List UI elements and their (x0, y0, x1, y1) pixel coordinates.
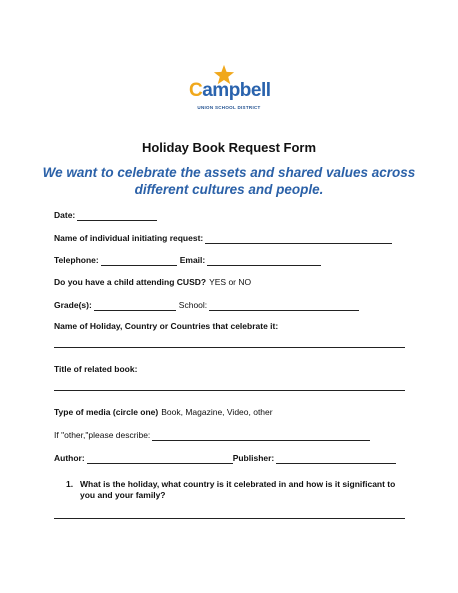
media-options[interactable]: Book, Magazine, Video, other (161, 407, 273, 417)
telephone-field[interactable] (101, 255, 177, 266)
logo-wordmark (189, 80, 269, 102)
book-label: Title of related book: (54, 364, 138, 374)
author-label: Author: (54, 453, 85, 463)
publisher-label: Publisher: (232, 453, 275, 463)
grades-field[interactable] (94, 300, 176, 311)
form-subtitle: We want to celebrate the assets and shared values across different cultures and people. (42, 165, 416, 197)
holiday-label: Name of Holiday, Country or Countries that celebrate it: (54, 321, 279, 331)
child-options[interactable]: YES or NO (209, 277, 252, 287)
child-row (54, 274, 251, 288)
date-label: Date: (54, 210, 76, 220)
grade-school-row (54, 297, 359, 311)
logo-subtext: UNION SCHOOL DISTRICT (197, 105, 261, 110)
media-label: Type of media (circle one) (54, 407, 159, 417)
email-label: Email: (179, 255, 206, 265)
grades-label: Grade(s): (54, 300, 92, 310)
other-label: If "other,"please describe: (54, 430, 151, 440)
school-field[interactable] (209, 300, 359, 311)
form-title: Holiday Book Request Form (141, 140, 317, 155)
question-number: 1. (66, 479, 74, 489)
campbell-logo (189, 64, 269, 118)
media-row (54, 404, 273, 418)
initiator-row (54, 230, 392, 244)
book-row (54, 361, 137, 375)
school-label: School: (178, 300, 208, 310)
child-question: Do you have a child attending CUSD? (54, 277, 207, 287)
other-row (54, 427, 370, 441)
email-field[interactable] (207, 255, 321, 266)
author-publisher-row (54, 450, 396, 464)
question-1-answer-field[interactable] (54, 518, 405, 519)
initiator-label: Name of individual initiating request: (54, 233, 204, 243)
contact-row (54, 252, 321, 266)
date-field[interactable] (77, 210, 157, 221)
author-field[interactable] (87, 453, 233, 464)
holiday-row (54, 318, 278, 332)
book-field[interactable] (54, 390, 405, 391)
logo-word-rest: ampbell (202, 80, 271, 101)
publisher-field[interactable] (276, 453, 396, 464)
initiator-field[interactable] (205, 233, 392, 244)
other-field[interactable] (152, 430, 370, 441)
telephone-label: Telephone: (54, 255, 99, 265)
logo-letter-c: C (189, 80, 203, 101)
question-text: What is the holiday, what country is it celebrated in and how is it significant to you and your family? (80, 479, 396, 500)
holiday-field[interactable] (54, 347, 405, 348)
date-row (54, 207, 157, 221)
